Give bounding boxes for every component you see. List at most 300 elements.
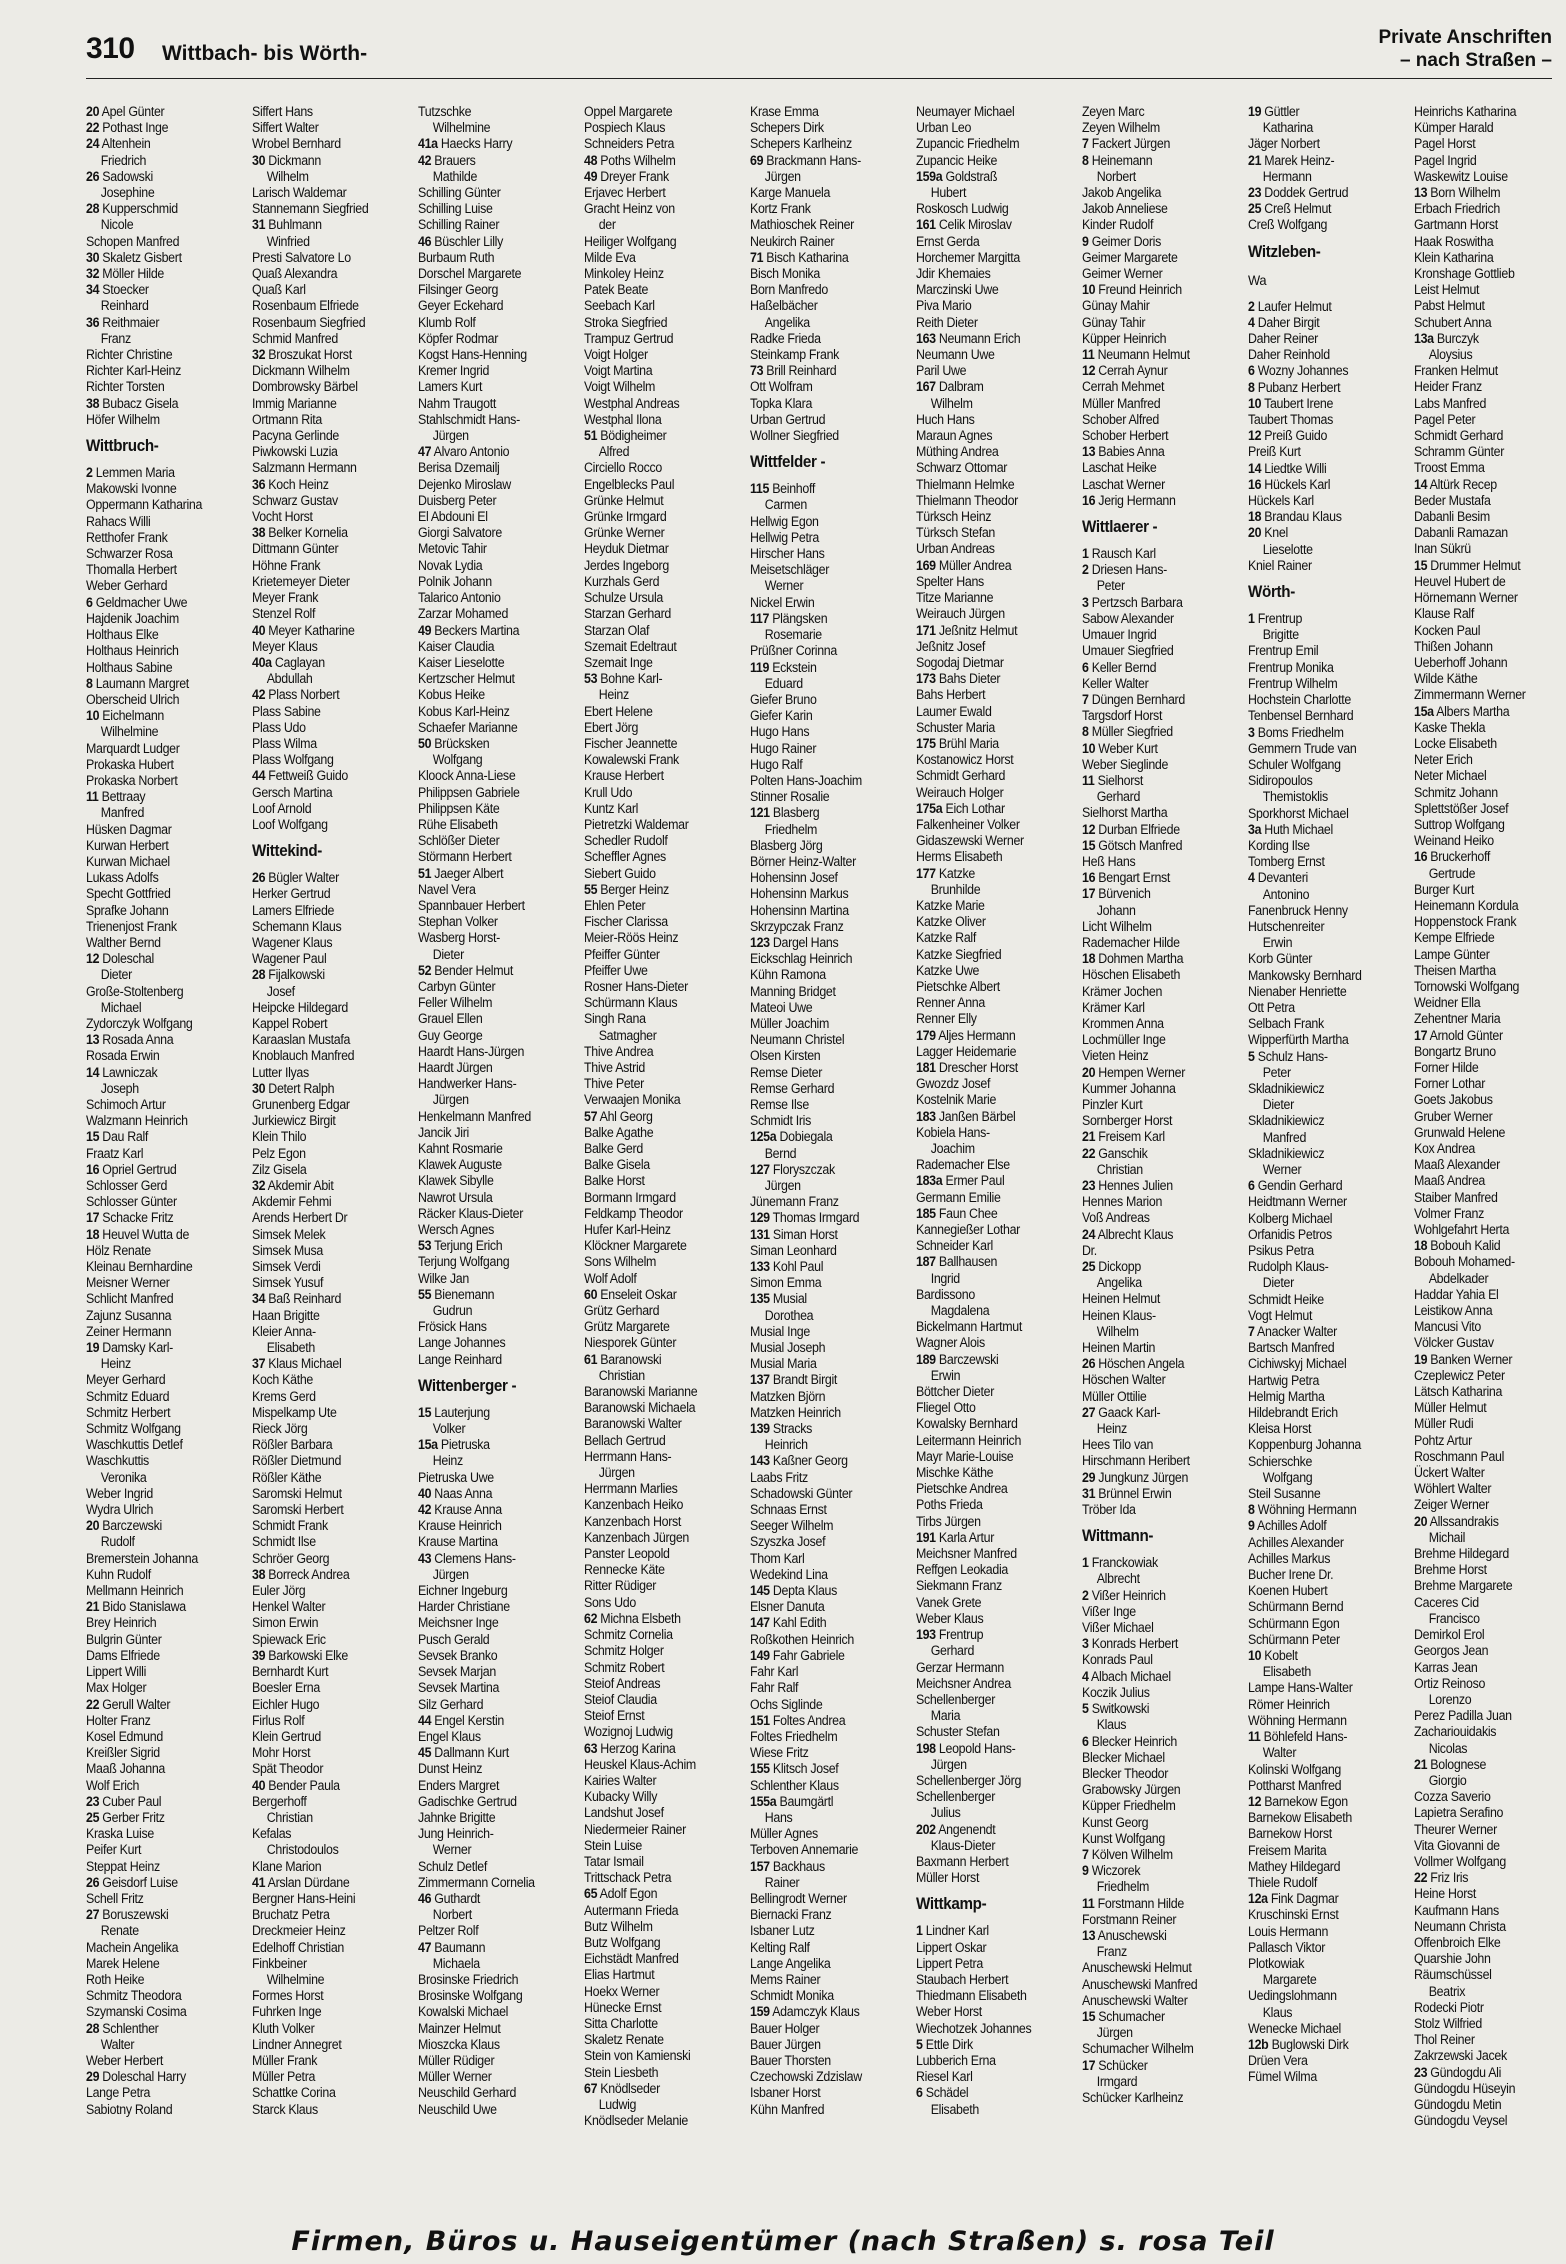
resident-entry: Westphal Andreas — [584, 395, 680, 411]
house-number: 5 — [1248, 1048, 1255, 1064]
resident-entry: Koch Käthe — [252, 1372, 314, 1388]
resident-entry — [86, 169, 239, 185]
resident-entry: Sons Udo — [584, 1594, 636, 1610]
resident-name: Banken Werner — [1427, 1351, 1513, 1367]
resident-entry: Schadowski Günter — [750, 1485, 853, 1501]
house-number: 38 — [252, 525, 266, 541]
resident-entry: Lubberich Erna — [916, 2052, 996, 2068]
house-number: 23 — [1082, 1178, 1096, 1193]
resident-entry — [418, 1287, 571, 1303]
resident-entry: Makowski Ivonne — [86, 481, 177, 497]
resident-name: Marek Heinz- — [1261, 152, 1335, 168]
name-continuation: Dorothea — [764, 1307, 814, 1323]
resident-entry — [1248, 509, 1401, 525]
house-number: 14 — [1414, 476, 1428, 492]
resident-entry: Waskewitz Louise — [1414, 168, 1508, 184]
resident-entry: Simsek Musa — [252, 1242, 323, 1258]
resident-name: Liedtke Willi — [1261, 460, 1327, 476]
resident-entry: Krämer Jochen — [1082, 983, 1163, 999]
resident-name: Heinemann — [1088, 152, 1153, 168]
resident-entry: Sprafke Johann — [86, 902, 169, 918]
resident-entry: Schramm Günter — [1414, 444, 1505, 460]
resident-entry — [1082, 1486, 1235, 1502]
name-continuation: Norbert — [432, 1907, 472, 1923]
house-number: 36 — [252, 476, 266, 492]
house-number: 19 — [86, 1340, 100, 1356]
name-continuation: Peter — [1096, 578, 1125, 594]
resident-entry: Gracht Heinz von — [584, 201, 675, 217]
house-number: 71 — [750, 249, 764, 265]
resident-entry: Niesporek Günter — [584, 1335, 677, 1351]
resident-entry: Skladnikiewicz — [1248, 1113, 1325, 1129]
resident-entry: Neumayer Michael — [916, 104, 1015, 119]
resident-entry — [1082, 1129, 1235, 1145]
resident-entry: Weber Ingrid — [86, 1485, 154, 1501]
resident-entry — [1248, 201, 1401, 217]
resident-entry: Grünke Helmut — [584, 492, 664, 508]
resident-entry: Holthaus Heinrich — [86, 643, 179, 659]
resident-entry: Niedermeier Rainer — [584, 1821, 686, 1837]
resident-entry: Berisa Dzemailj — [418, 460, 500, 476]
resident-entry: Fuhrken Inge — [252, 2004, 322, 2020]
resident-entry: Köpfer Rodmar — [418, 330, 499, 346]
resident-name: Dickopp — [1095, 1259, 1141, 1275]
resident-entry: Cichiwskyj Michael — [1248, 1356, 1347, 1372]
resident-entry: Ebert Helene — [584, 703, 653, 719]
resident-entry: Sevsek Branko — [418, 1647, 498, 1663]
house-number: 67 — [584, 2080, 598, 2096]
resident-entry: Heipcke Hildegard — [252, 999, 349, 1015]
resident-entry: Landshut Josef — [584, 1805, 664, 1821]
resident-name: Albrecht Klaus — [1095, 1226, 1174, 1242]
name-continuation: Jürgen — [432, 428, 469, 444]
resident-entry: Bruchatz Petra — [252, 1907, 330, 1923]
resident-entry: Krause Heinrich — [418, 1518, 502, 1534]
resident-entry: Cerrah Mehmet — [1082, 379, 1165, 395]
house-number: 16 — [1082, 870, 1096, 886]
resident-entry: Plass Sabine — [252, 703, 321, 719]
resident-entry: Kappel Robert — [252, 1015, 328, 1031]
resident-entry: Dunst Heinz — [418, 1761, 483, 1777]
resident-entry: Karras Jean — [1414, 1659, 1478, 1675]
house-number: 14 — [86, 1064, 100, 1080]
resident-entry: Czechowski Zdzislaw — [750, 2069, 862, 2085]
resident-entry: Jerdes Ingeborg — [584, 557, 669, 573]
resident-entry: Trienenjost Frank — [86, 918, 177, 934]
resident-entry: Blecker Theodor — [1082, 1765, 1169, 1781]
house-number: 175a — [916, 800, 943, 816]
resident-entry: Gruber Werner — [1414, 1108, 1493, 1124]
resident-entry: Panster Leopold — [584, 1546, 670, 1562]
resident-name: Barczewski — [99, 1518, 162, 1534]
resident-entry: Navel Vera — [418, 881, 476, 897]
house-number: 9 — [1082, 1863, 1089, 1879]
resident-name: Drummer Helmut — [1427, 557, 1521, 573]
resident-name: Adamczyk Klaus — [769, 2004, 860, 2020]
resident-entry: Riesel Karl — [916, 2069, 973, 2085]
resident-entry: Kloock Anna-Liese — [418, 768, 516, 784]
resident-entry: Seeger Wilhelm — [750, 1518, 834, 1534]
resident-name: Gendin Gerhard — [1254, 1178, 1343, 1194]
name-continuation: Carmen — [764, 497, 807, 513]
resident-entry: Ehlen Peter — [584, 897, 646, 913]
resident-entry: Böttcher Dieter — [916, 1384, 995, 1400]
resident-entry: Autermann Frieda — [584, 1902, 679, 1918]
resident-entry: Maaß Andrea — [1414, 1173, 1486, 1189]
resident-entry: Kowalsky Bernhard — [916, 1416, 1018, 1432]
resident-entry: Lindner Annegret — [252, 2036, 342, 2052]
house-number: 6 — [1248, 1178, 1255, 1194]
name-continuation: Erwin — [930, 1367, 961, 1383]
resident-name: Knel — [1261, 525, 1288, 541]
resident-entry: Lippert Oskar — [916, 1939, 987, 1955]
resident-name: Brühl Maria — [935, 735, 999, 751]
resident-entry: Hirscher Hans — [750, 546, 825, 562]
resident-name: Jungkunz Jürgen — [1095, 1469, 1189, 1485]
resident-entry — [750, 1210, 903, 1226]
resident-entry: Euler Jörg — [252, 1583, 306, 1599]
resident-name: Ettle Dirk — [922, 2036, 973, 2052]
directory-column — [418, 104, 571, 2212]
resident-entry — [418, 1551, 571, 1567]
resident-entry: Handwerker Hans- — [418, 1076, 517, 1092]
resident-entry: Pagel Peter — [1414, 411, 1476, 427]
resident-entry: Bormann Irmgard — [584, 1189, 676, 1205]
house-number: 32 — [86, 266, 100, 282]
resident-entry: Musial Maria — [750, 1356, 817, 1372]
resident-entry: Sogodaj Dietmar — [916, 654, 1004, 670]
name-continuation: Jürgen — [432, 1092, 469, 1108]
resident-name: Terjung Erich — [431, 1238, 503, 1254]
resident-entry — [1248, 477, 1401, 493]
resident-entry: Roschmann Paul — [1414, 1448, 1505, 1464]
resident-entry: Beder Mustafa — [1414, 492, 1491, 508]
resident-name: Gaack Karl- — [1095, 1404, 1161, 1420]
name-continuation: Christian — [598, 1367, 645, 1383]
house-number: 12 — [1082, 821, 1096, 837]
resident-entry: Schmidt Monika — [750, 1988, 834, 2004]
resident-entry: Manning Bridget — [750, 983, 836, 999]
resident-entry — [418, 1891, 571, 1907]
resident-entry: Schepers Dirk — [750, 120, 824, 136]
resident-entry: Lutter Ilyas — [252, 1064, 309, 1080]
resident-name: Geisdorf Luise — [99, 1874, 178, 1890]
resident-entry: Siekmann Franz — [916, 1578, 1002, 1594]
resident-entry: Oberscheid Ulrich — [86, 691, 180, 707]
resident-entry — [584, 153, 737, 169]
resident-entry: Leitermann Heinrich — [916, 1432, 1022, 1448]
resident-entry: Skladnikiewicz — [1248, 1080, 1325, 1096]
resident-entry: Frentrup Monika — [1248, 659, 1334, 675]
resident-entry — [86, 201, 239, 217]
resident-entry: Kaiser Lieselotte — [418, 654, 505, 670]
resident-entry: Lampe Hans-Walter — [1248, 1680, 1353, 1696]
resident-name: Dickmann — [265, 152, 321, 168]
resident-entry: Psikus Petra — [1248, 1243, 1314, 1258]
resident-entry: Vanek Grete — [916, 1594, 982, 1610]
house-number: 73 — [750, 363, 764, 379]
resident-entry: Gadischke Gertrud — [418, 1793, 517, 1809]
name-continuation: Klaus — [1262, 2004, 1293, 2020]
name-continuation: Brigitte — [1262, 627, 1299, 643]
house-number: 13a — [1414, 330, 1434, 346]
resident-entry: Selbach Frank — [1248, 1016, 1324, 1032]
resident-name: Jerig Hermann — [1095, 492, 1176, 508]
resident-entry: Kanzenbach Horst — [584, 1513, 682, 1529]
resident-entry — [750, 611, 903, 627]
house-number: 16 — [1082, 492, 1096, 508]
house-number: 47 — [418, 444, 432, 460]
resident-entry — [86, 250, 239, 266]
house-number: 11 — [1082, 347, 1095, 363]
name-continuation: Brunhilde — [930, 881, 981, 897]
resident-name: Gündogdu Ali — [1427, 2064, 1502, 2080]
resident-entry: Brehme Hildegard — [1414, 1546, 1509, 1562]
resident-entry: Wasberg Horst- — [418, 930, 500, 946]
resident-entry: Hildebrandt Erich — [1248, 1405, 1338, 1421]
resident-entry: Voigt Martina — [584, 363, 653, 379]
resident-entry: Höschen Walter — [1082, 1372, 1166, 1388]
resident-name: Lindner Karl — [922, 1923, 989, 1939]
resident-entry: Große-Stoltenberg — [86, 983, 184, 999]
resident-entry: Rudolph Klaus- — [1248, 1259, 1329, 1275]
resident-entry: Kleier Anna- — [252, 1323, 316, 1339]
resident-entry — [86, 1810, 239, 1826]
resident-entry: Vißer Inge — [1082, 1603, 1136, 1619]
resident-entry: Meisner Werner — [86, 1275, 170, 1291]
resident-entry: Lippert Willi — [86, 1664, 147, 1680]
resident-entry: Klawek Auguste — [418, 1157, 502, 1173]
resident-entry — [916, 736, 1069, 752]
house-number: 51 — [584, 428, 598, 444]
house-number: 159a — [916, 168, 943, 184]
resident-entry: Elsner Danuta — [750, 1599, 825, 1615]
resident-entry: Karaaslan Mustafa — [252, 1032, 351, 1048]
resident-entry: Frentrup Wilhelm — [1248, 675, 1338, 691]
resident-name: Boms Friedhelm — [1254, 724, 1344, 740]
name-continuation: Abdelkader — [1428, 1270, 1489, 1286]
resident-entry: Polnik Johann — [418, 573, 492, 589]
resident-entry: Schaefer Marianne — [418, 719, 518, 735]
resident-name: Herzog Karina — [597, 1740, 676, 1756]
resident-name: Enseleit Oskar — [597, 1286, 677, 1302]
street-heading: Wörth- — [1248, 583, 1295, 602]
house-number: 15 — [1082, 2008, 1096, 2024]
resident-entry: Barnekow Horst — [1248, 1826, 1332, 1842]
resident-name: Damsky Karl- — [99, 1340, 173, 1356]
resident-entry: Vogt Helmut — [1248, 1307, 1313, 1323]
resident-entry — [750, 363, 903, 379]
resident-name: Pertzsch Barbara — [1088, 594, 1183, 610]
resident-entry: Stein Liesbeth — [584, 2064, 659, 2080]
resident-entry: Hohensinn Martina — [750, 902, 849, 918]
resident-entry: Klöckner Margarete — [584, 1238, 687, 1254]
resident-name: Frentrup — [935, 1627, 984, 1643]
house-number: 23 — [1414, 2064, 1428, 2080]
resident-name: Frentrup — [1254, 611, 1303, 627]
resident-entry — [252, 1778, 405, 1794]
resident-entry: Kaske Thekla — [1414, 719, 1486, 735]
resident-entry: Koppenburg Johanna — [1248, 1437, 1362, 1453]
resident-entry: Targsdorf Horst — [1082, 708, 1163, 724]
resident-entry — [86, 1907, 239, 1923]
resident-entry: Steiof Andreas — [584, 1675, 661, 1691]
resident-entry: Neumann Christel — [750, 1032, 845, 1048]
resident-entry: Renner Elly — [916, 1011, 977, 1027]
resident-entry: Müthing Andrea — [916, 444, 999, 460]
page-range-title: Wittbach- bis Wörth- — [162, 42, 368, 65]
resident-entry: Westphal Ilona — [584, 411, 662, 427]
resident-entry: Wagener Klaus — [252, 934, 333, 950]
resident-entry: Oppermann Katharina — [86, 497, 203, 513]
resident-entry: Schücker Karlheinz — [1082, 2089, 1184, 2105]
resident-entry: Kühn Ramona — [750, 967, 826, 983]
name-continuation: Eduard — [764, 675, 803, 691]
resident-entry: Dabanli Besim — [1414, 509, 1490, 525]
resident-entry: Quarshie John — [1414, 1951, 1491, 1967]
name-continuation: Wolfgang — [432, 752, 483, 768]
resident-entry — [584, 428, 737, 444]
resident-entry: Kümper Harald — [1414, 120, 1494, 136]
resident-entry — [1082, 773, 1235, 789]
resident-entry: Matzken Björn — [750, 1388, 826, 1404]
resident-entry: Bardissono — [916, 1286, 975, 1302]
resident-entry: Trittschack Petra — [584, 1870, 672, 1886]
resident-entry: Thomalla Herbert — [86, 562, 177, 578]
resident-entry: Labs Manfred — [1414, 395, 1487, 411]
house-number: 60 — [584, 1286, 598, 1302]
resident-entry: Meichsner Andrea — [916, 1675, 1011, 1691]
resident-entry: Stahlschmidt Hans- — [418, 411, 520, 427]
resident-entry — [1082, 1863, 1235, 1879]
name-continuation: Albrecht — [1096, 1571, 1140, 1587]
resident-entry: Grunenberg Edgar — [252, 1096, 350, 1112]
resident-entry — [252, 1648, 405, 1664]
name-continuation: Abdullah — [266, 671, 313, 687]
house-number: 147 — [750, 1615, 770, 1631]
resident-entry — [1082, 1356, 1235, 1372]
resident-entry: Loof Arnold — [252, 800, 312, 816]
house-number: 11 — [1082, 1895, 1095, 1911]
resident-entry: Foltes Friedhelm — [750, 1728, 838, 1744]
house-number: 26 — [1082, 1356, 1096, 1372]
resident-entry: Talarico Antonio — [418, 590, 501, 606]
resident-entry: Germann Emilie — [916, 1189, 1001, 1205]
name-continuation: Renate — [100, 1923, 139, 1939]
resident-entry — [750, 1129, 903, 1145]
name-continuation: Giorgio — [1428, 1772, 1467, 1788]
resident-entry: Nienaber Henriette — [1248, 983, 1347, 999]
street-heading: Wittkamp- — [916, 1895, 987, 1914]
resident-entry: Spannbauer Herbert — [418, 897, 525, 913]
resident-entry: Kostanowicz Horst — [916, 752, 1014, 768]
house-number: 24 — [86, 136, 100, 152]
house-number: 61 — [584, 1351, 598, 1367]
resident-entry: Katzke Siegfried — [916, 946, 1002, 962]
resident-entry: Barnekow Elisabeth — [1248, 1810, 1352, 1826]
house-number: 18 — [86, 1226, 100, 1242]
resident-entry: Höschen Elisabeth — [1082, 967, 1181, 983]
resident-entry: Dickmann Wilhelm — [252, 363, 350, 379]
resident-entry — [418, 444, 571, 460]
resident-entry: Brehme Horst — [1414, 1562, 1487, 1578]
resident-entry: Weber Gerhard — [86, 578, 168, 594]
resident-entry: Zeyen Wilhelm — [1082, 120, 1160, 136]
resident-entry: Hochstein Charlotte — [1248, 692, 1351, 708]
resident-entry: Herrmann Hans- — [584, 1448, 672, 1464]
house-number: 28 — [86, 2020, 100, 2036]
resident-name: Keller Bernd — [1088, 659, 1157, 675]
resident-entry: Kurzhals Gerd — [584, 573, 660, 589]
house-number: 20 — [1248, 525, 1262, 541]
resident-entry — [1248, 104, 1401, 120]
resident-entry: Caceres Cid — [1414, 1594, 1479, 1610]
resident-entry: Rößler Dietmund — [252, 1453, 342, 1469]
resident-entry: Kreißler Sigrid — [86, 1745, 160, 1761]
name-continuation: Friedhelm — [764, 821, 818, 837]
resident-entry — [1248, 870, 1401, 886]
resident-entry: Edelhoff Christian — [252, 1939, 345, 1955]
directory-columns — [86, 104, 1552, 2212]
house-number: 20 — [86, 1518, 100, 1534]
resident-entry: Matzken Heinrich — [750, 1404, 841, 1420]
resident-entry: Neuschild Gerhard — [418, 2085, 517, 2101]
resident-entry — [1082, 741, 1235, 757]
resident-entry: Spiewack Eric — [252, 1631, 326, 1647]
resident-entry: Lukass Adolfs — [86, 870, 159, 886]
resident-entry: Giefer Karin — [750, 708, 813, 724]
house-number: 145 — [750, 1583, 770, 1599]
resident-entry: Achilles Alexander — [1248, 1534, 1344, 1550]
house-number: 131 — [750, 1226, 770, 1242]
resident-entry: Fanenbruck Henny — [1248, 902, 1348, 918]
resident-entry: Goets Jakobus — [1414, 1092, 1493, 1108]
resident-entry: Stroka Siegfried — [584, 314, 668, 330]
resident-entry — [1248, 1648, 1401, 1664]
resident-entry: Pinzler Kurt — [1082, 1096, 1143, 1112]
house-number: 6 — [86, 594, 93, 610]
resident-entry — [1414, 849, 1552, 865]
resident-entry — [1082, 1146, 1235, 1162]
resident-entry: Jancik Jiri — [418, 1124, 469, 1140]
resident-entry: Richter Christine — [86, 347, 173, 363]
resident-entry: Mioszcka Klaus — [418, 2036, 500, 2052]
resident-entry: Lagger Heidemarie — [916, 1043, 1017, 1059]
resident-name: Pietruska — [437, 1437, 490, 1453]
name-continuation: Dieter — [100, 967, 132, 983]
resident-entry: Kowalski Michael — [418, 2004, 509, 2020]
resident-entry: Henkelmann Manfred — [418, 1108, 531, 1124]
resident-entry: Geimer Margarete — [1082, 249, 1178, 265]
resident-entry: Paril Uwe — [916, 363, 967, 379]
resident-entry: Pottharst Manfred — [1248, 1777, 1342, 1793]
resident-entry — [252, 1291, 405, 1307]
resident-entry: Simsek Melek — [252, 1226, 326, 1242]
resident-entry — [1082, 1896, 1235, 1912]
resident-entry: Kühn Manfred — [750, 2101, 825, 2117]
resident-entry — [1082, 1847, 1235, 1863]
resident-name: Dau Ralf — [99, 1129, 149, 1145]
house-number: 179 — [916, 1027, 936, 1043]
resident-entry — [916, 1206, 1069, 1222]
house-number: 115 — [750, 481, 770, 497]
resident-entry: Dittmann Günter — [252, 541, 339, 557]
name-continuation: Rosemarie — [764, 627, 822, 643]
resident-entry: Presti Salvatore Lo — [252, 249, 351, 265]
resident-entry: Müller Rudi — [1414, 1416, 1474, 1432]
house-number: 125a — [750, 1129, 777, 1145]
resident-name: Alvaro Antonio — [431, 444, 510, 460]
